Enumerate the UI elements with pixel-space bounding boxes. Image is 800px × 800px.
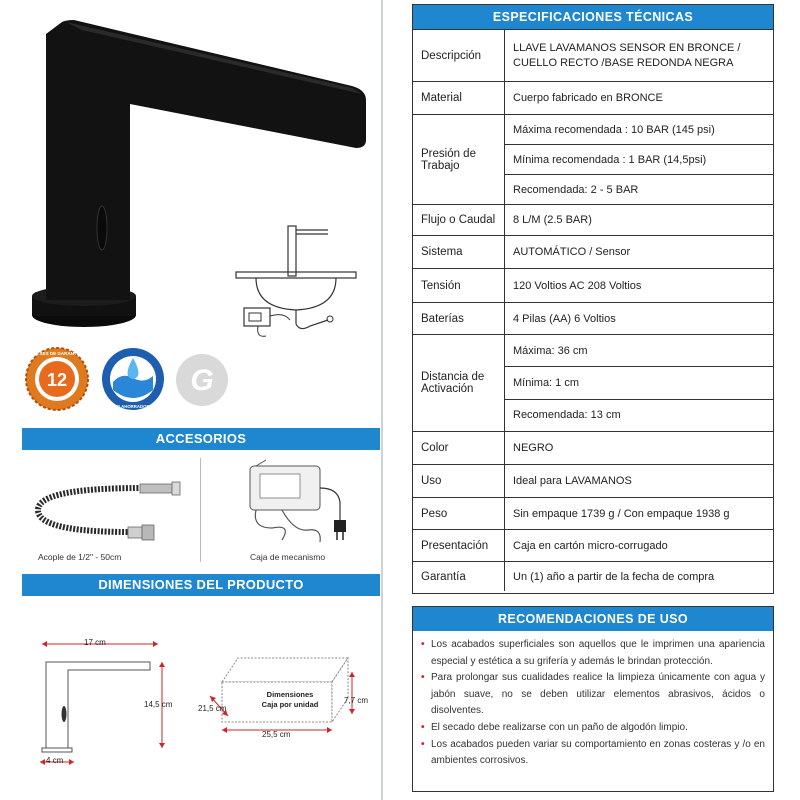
spec-label: Descripción [413,30,505,81]
spec-label: Presentación [413,530,505,561]
mechanism-box-image [242,458,362,548]
dimensions-title: DIMENSIONES DEL PRODUCTO [22,574,380,596]
box-width-label: 25,5 cm [262,730,291,739]
spec-value: Recomendada: 13 cm [505,399,773,431]
specs-table [412,4,774,594]
spec-row-peso [413,497,773,529]
brand-badge-icon [174,352,230,408]
specs-title: ESPECIFICACIONES TÉCNICAS [413,5,773,29]
spec-row-color [413,431,773,464]
badges-row [22,346,380,420]
recommendation-text: Los acabados pueden variar su comportamiento en zonas costeras y /o en ambientes corrosivos. [431,738,765,767]
spec-value: Recomendada: 2 - 5 BAR [505,174,773,204]
warranty-badge-icon [24,346,90,412]
spec-label: Distancia de Activación [413,335,505,431]
spec-value: Máxima: 36 cm [513,344,588,357]
spec-value: Caja en cartón micro-corrugado [513,539,668,552]
spec-value: 8 L/M (2.5 BAR) [513,214,592,226]
spec-row-uso [413,464,773,497]
warranty-badge-number: 12 [46,370,68,390]
warranty-badge-ring-text: MESES DE GARANTÍA [32,351,82,356]
box-caption-line1: Dimensiones [266,690,314,699]
dimensions-area [22,598,380,800]
spec-row-tension [413,268,773,302]
spec-value: Máxima recomendada : 10 BAR (145 psi) [513,123,715,136]
spec-label: Peso [413,498,505,529]
box-height-label: 7,7 cm [344,696,369,705]
spec-value: Mínima: 1 cm [505,366,773,398]
recommendation-item [423,737,765,770]
spec-value: LLAVE LAVAMANOS SENSOR EN BRONCE / CUELLO RECTO /BASE REDONDA NEGRA [513,41,741,69]
bullet-icon: • [421,721,425,733]
recommendations-list [413,631,773,770]
spec-value: Cuerpo fabricado en BRONCE [513,92,663,104]
recommendations-title: RECOMENDACIONES DE USO [413,607,773,631]
recommendation-text: Los acabados superficiales son aquellos que le imprimen una apariencia especial y estética a su grifería y además le brindan protección. [431,639,765,667]
spec-row-garantia [413,561,773,591]
spec-value: Mínima recomendada : 1 BAR (14,5psi) [505,144,773,174]
accessories-title: ACCESORIOS [22,428,380,450]
accessories-area [22,452,380,570]
box-caption-line2: Caja por unidad [261,700,319,709]
brand-badge-letter: G [190,364,214,397]
bullet-icon: • [421,738,425,750]
spec-value: AUTOMÁTICO / Sensor [513,246,631,258]
spec-label: Baterías [413,303,505,334]
hose-caption: Acople de 1/2" - 50cm [38,552,122,562]
spec-label: Tensión [413,269,505,302]
left-panel [22,0,380,800]
spec-value: NEGRO [513,442,554,454]
dim-height-label: 14,5 cm [144,700,173,709]
spec-value: 4 Pilas (AA) 6 Voltios [513,312,616,325]
spec-label: Color [413,432,505,464]
spec-label: Material [413,82,505,114]
water-saver-badge-icon [95,346,171,412]
installation-diagram [236,220,362,350]
recommendation-item [423,637,765,670]
dim-width-label: 17 cm [84,638,106,647]
recommendation-item [423,670,765,720]
spec-value: Un (1) año a partir de la fecha de compra [513,570,715,583]
spec-label: Sistema [413,236,505,268]
recommendation-text: Para prolongar sus cualidades realice la limpieza únicamente con agua y jabón suave, no se deben utilizar elementos abrasivos, ácidos o disolventes. [431,672,765,717]
mechanism-box-caption: Caja de mecanismo [250,552,326,562]
spec-row-distancia [413,334,773,431]
recommendations-box [412,606,774,792]
spec-value: Ideal para LAVAMANOS [513,475,632,487]
spec-row-flujo [413,204,773,235]
spec-row-sistema [413,235,773,268]
spec-value: Sin empaque 1739 g / Con empaque 1938 g [513,507,730,520]
recommendation-text: El secado debe realizarse con un paño de algodón limpio. [431,721,688,733]
recommendation-item [423,720,765,737]
spec-row-presentacion [413,529,773,561]
spec-label: Uso [413,465,505,497]
spec-label: Garantía [413,562,505,591]
bullet-icon: • [421,672,425,684]
spec-row-presion [413,114,773,204]
dimension-drawings [22,598,380,800]
hose-image [30,474,190,544]
box-depth-label: 21,5 cm [198,704,227,713]
panel-divider [381,0,383,800]
spec-value: 120 Voltios AC 208 Voltios [513,279,642,292]
spec-label: Flujo o Caudal [413,205,505,235]
spec-row-baterias [413,302,773,334]
product-image-area [22,0,380,340]
dim-base-label: 4 cm [46,756,64,765]
bullet-icon: • [421,639,425,650]
spec-label: Presión de Trabajo [413,115,505,204]
accessories-divider [200,458,201,562]
water-saver-ring-text: PRODUCTO AHORRADOR DE AGUA [95,404,171,409]
spec-row-material [413,81,773,114]
spec-row-descripcion [413,29,773,81]
